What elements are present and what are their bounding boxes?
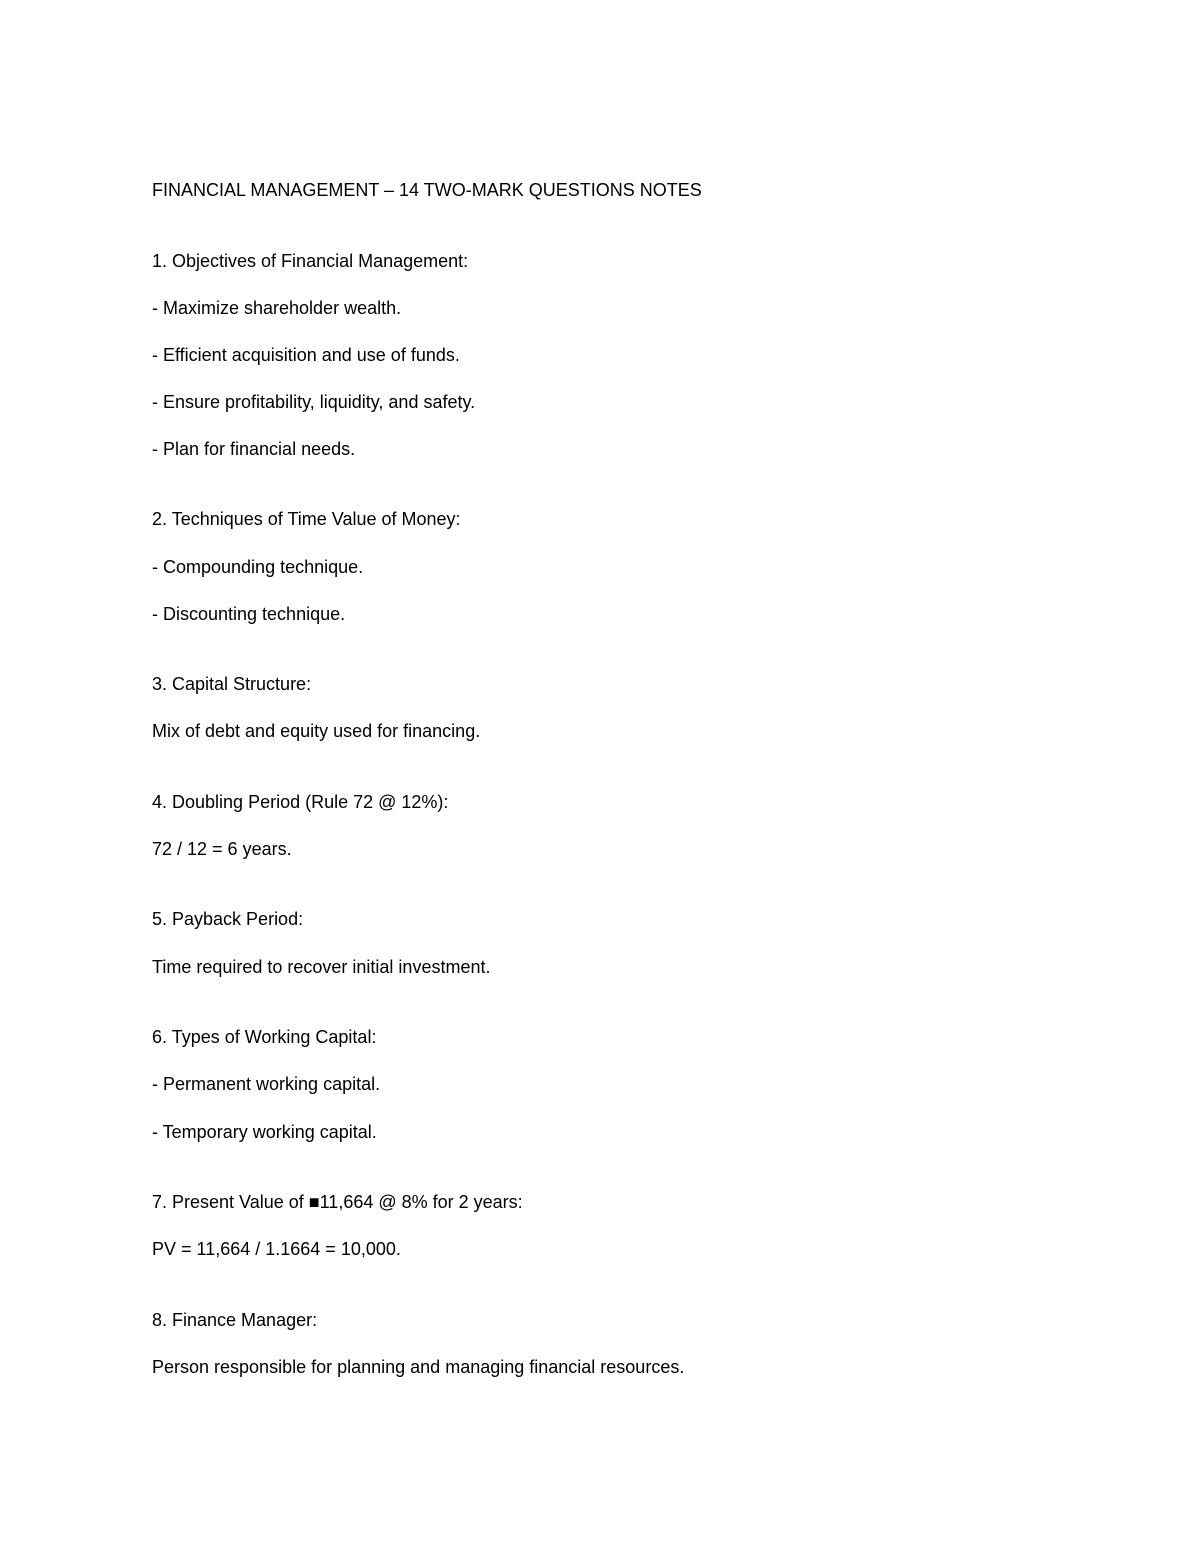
section-5-heading: 5. Payback Period: [152,909,304,929]
section-3-heading: 3. Capital Structure: [152,674,312,694]
section-6-line-2: - Temporary working capital. [152,1122,377,1142]
section-6-heading: 6. Types of Working Capital: [152,1027,377,1047]
section-2-line-2: - Discounting technique. [152,604,346,624]
section-1-line-2: - Efficient acquisition and use of funds. [152,345,460,365]
section-4-line-1: 72 / 12 = 6 years. [152,839,292,859]
section-1-line-3: - Ensure profitability, liquidity, and safety. [152,392,476,412]
section-2-line-1: - Compounding technique. [152,557,364,577]
section-4-heading: 4. Doubling Period (Rule 72 @ 12%): [152,792,449,812]
section-7-heading: 7. Present Value of ■11,664 @ 8% for 2 years: [152,1192,523,1212]
section-5-line-1: Time required to recover initial investment. [152,957,491,977]
section-1-line-1: - Maximize shareholder wealth. [152,298,402,318]
section-8-heading: 8. Finance Manager: [152,1310,318,1330]
section-1-line-4: - Plan for financial needs. [152,439,356,459]
section-2-heading: 2. Techniques of Time Value of Money: [152,509,461,529]
document-title: FINANCIAL MANAGEMENT – 14 TWO-MARK QUESTIONS NOTES [152,180,702,200]
section-6-line-1: - Permanent working capital. [152,1074,381,1094]
section-3-line-1: Mix of debt and equity used for financing. [152,721,481,741]
section-1-heading: 1. Objectives of Financial Management: [152,251,469,271]
section-7-line-1: PV = 11,664 / 1.1664 = 10,000. [152,1239,401,1259]
section-8-line-1: Person responsible for planning and managing financial resources. [152,1357,685,1377]
